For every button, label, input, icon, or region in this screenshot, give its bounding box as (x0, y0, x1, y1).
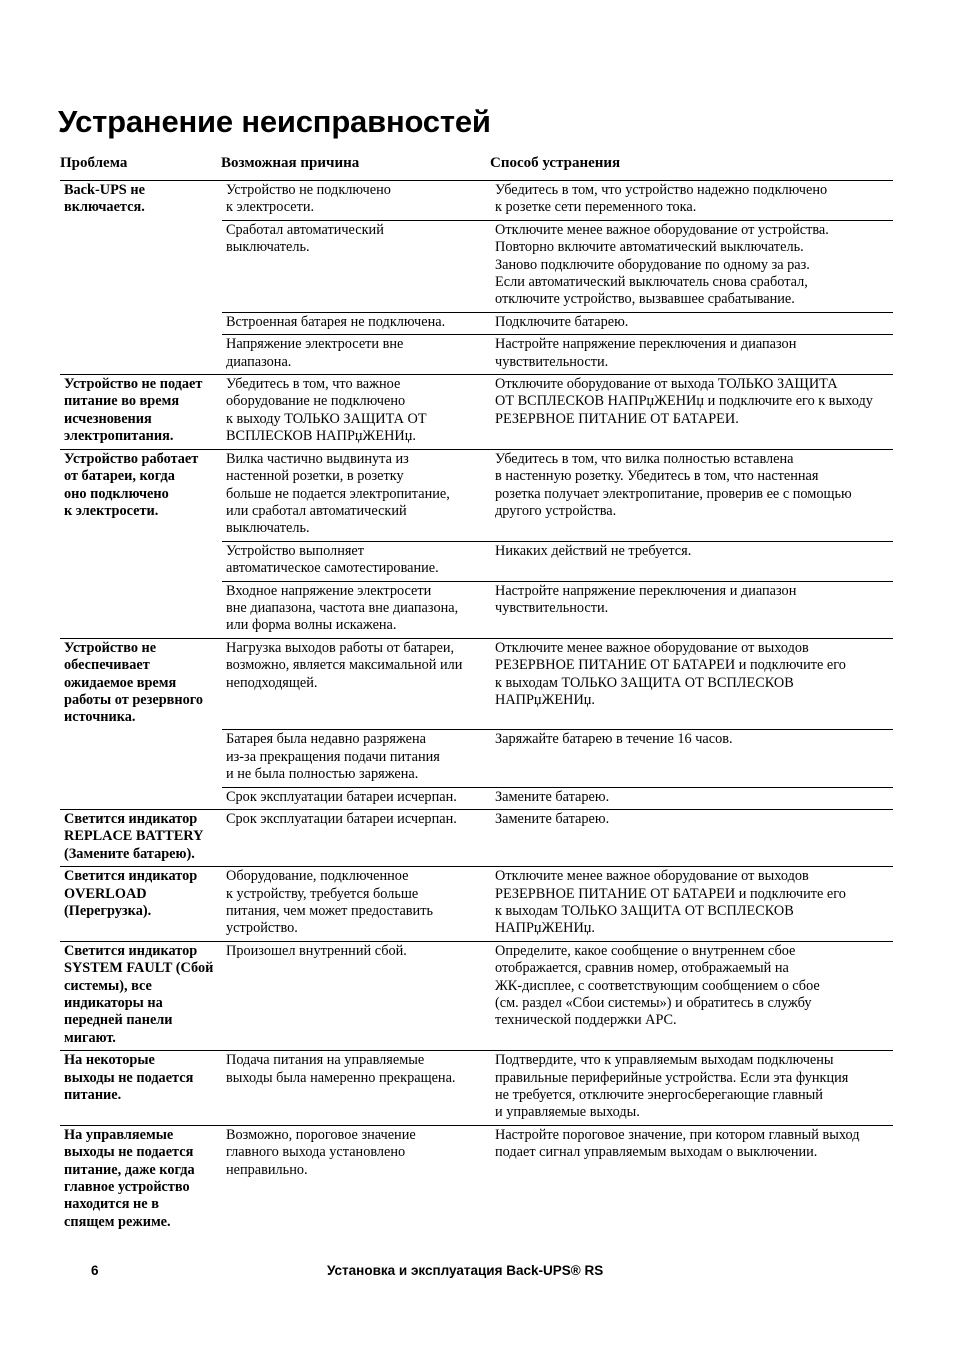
solution-cell: Отключите менее важное оборудование от устройства. Повторно включите автоматический выключатель. Заново подключите оборудование по одному за раз. Если автоматический выключатель снова сработал, отключите устройство, вызвавшее срабатывание. (491, 220, 893, 312)
problem-cell: Устройство не подает питание во время исчезновения электропитания. (60, 375, 222, 450)
table-row (60, 220, 893, 312)
solution-cell: Замените батарею. (491, 809, 893, 866)
table-row (60, 1051, 893, 1126)
solution-cell: Настройте напряжение переключения и диапазон чувствительности. (491, 581, 893, 638)
problem-cell (60, 312, 222, 334)
solution-cell: Убедитесь в том, что устройство надежно подключено к розетке сети переменного тока. (491, 181, 893, 221)
solution-cell: Никаких действий не требуется. (491, 541, 893, 581)
cause-cell: Убедитесь в том, что важное оборудование не подключено к выходу ТОЛЬКО ЗАЩИТА ОТ ВСПЛЕСКОВ НАПРџЖЕНИџ. (222, 375, 491, 450)
table-row (60, 312, 893, 334)
problem-cell (60, 581, 222, 638)
cause-cell: Оборудование, подключенное к устройству, требуется больше питания, чем может предоставить устройство. (222, 867, 491, 942)
footer-title: Установка и эксплуатация Back-UPS® RS (327, 1263, 604, 1278)
solution-cell: Отключите оборудование от выхода ТОЛЬКО ЗАЩИТА ОТ ВСПЛЕСКОВ НАПРџЖЕНИџ и подключите его к выходу РЕЗЕРВНОЕ ПИТАНИЕ ОТ БАТАРЕИ. (491, 375, 893, 450)
cause-cell: Устройство не подключено к электросети. (222, 181, 491, 221)
solution-cell: Отключите менее важное оборудование от выходов РЕЗЕРВНОЕ ПИТАНИЕ ОТ БАТАРЕИ и подключите его к выходам ТОЛЬКО ЗАЩИТА ОТ ВСПЛЕСКОВ НАПРџЖЕНИџ. (491, 638, 893, 730)
troubleshooting-table (60, 180, 893, 1234)
problem-cell: Back-UPS не включается. (60, 181, 222, 221)
cause-cell: Напряжение электросети вне диапазона. (222, 335, 491, 375)
table-row (60, 867, 893, 942)
problem-cell (60, 541, 222, 581)
problem-cell (60, 730, 222, 787)
table-row (60, 787, 893, 809)
solution-cell: Убедитесь в том, что вилка полностью вставлена в настенную розетку. Убедитесь в том, что настенная розетка получает электропитание, проверив ее с помощью другого устройства. (491, 449, 893, 541)
solution-cell: Заряжайте батарею в течение 16 часов. (491, 730, 893, 787)
cause-cell: Вилка частично выдвинута из настенной розетки, в розетку больше не подается электропитание, или сработал автоматический выключатель. (222, 449, 491, 541)
table-row (60, 809, 893, 866)
header-problem: Проблема (60, 155, 128, 171)
problem-cell: Светится индикатор REPLACE BATTERY (Замените батарею). (60, 809, 222, 866)
table-row (60, 335, 893, 375)
table-row (60, 375, 893, 450)
cause-cell: Срок эксплуатации батареи исчерпан. (222, 787, 491, 809)
solution-cell: Настройте напряжение переключения и диапазон чувствительности. (491, 335, 893, 375)
cause-cell: Устройство выполняет автоматическое самотестирование. (222, 541, 491, 581)
solution-cell: Определите, какое сообщение о внутреннем сбое отображается, сравнив номер, отображаемый на ЖК-дисплее, с соответствующим сообщением о сбое (см. раздел «Сбои системы») и обратитесь в службу технической поддержки APC. (491, 941, 893, 1050)
solution-cell: Подключите батарею. (491, 312, 893, 334)
problem-cell: Светится индикатор OVERLOAD (Перегрузка). (60, 867, 222, 942)
cause-cell: Батарея была недавно разряжена из-за прекращения подачи питания и не была полностью заряжена. (222, 730, 491, 787)
cause-cell: Сработал автоматический выключатель. (222, 220, 491, 312)
page-title: Устранение неисправностей (58, 104, 491, 139)
cause-cell: Встроенная батарея не подключена. (222, 312, 491, 334)
table-row (60, 449, 893, 541)
problem-cell (60, 787, 222, 809)
cause-cell: Входное напряжение электросети вне диапазона, частота вне диапазона, или форма волны искажена. (222, 581, 491, 638)
table-row (60, 941, 893, 1050)
problem-cell: Устройство работает от батареи, когда оно подключено к электросети. (60, 449, 222, 541)
problem-cell (60, 220, 222, 312)
cause-cell: Подача питания на управляемые выходы была намеренно прекращена. (222, 1051, 491, 1126)
table-row (60, 638, 893, 730)
table-row (60, 1125, 893, 1234)
solution-cell: Настройте пороговое значение, при котором главный выход подает сигнал управляемым выходам о выключении. (491, 1125, 893, 1234)
table-row (60, 541, 893, 581)
solution-cell: Замените батарею. (491, 787, 893, 809)
table-row (60, 581, 893, 638)
solution-cell: Подтвердите, что к управляемым выходам подключены правильные периферийные устройства. Если эта функция не требуется, отключите энергосберегающие главный и управляемые выходы. (491, 1051, 893, 1126)
problem-cell: На управляемые выходы не подается питание, даже когда главное устройство находится не в спящем режиме. (60, 1125, 222, 1234)
problem-cell (60, 335, 222, 375)
cause-cell: Нагрузка выходов работы от батареи, возможно, является максимальной или неподходящей. (222, 638, 491, 730)
cause-cell: Срок эксплуатации батареи исчерпан. (222, 809, 491, 866)
header-solution: Способ устранения (490, 155, 621, 171)
table-row (60, 730, 893, 787)
cause-cell: Возможно, пороговое значение главного выхода установлено неправильно. (222, 1125, 491, 1234)
problem-cell: Светится индикатор SYSTEM FAULT (Сбой системы), все индикаторы на передней панели мигают. (60, 941, 222, 1050)
solution-cell: Отключите менее важное оборудование от выходов РЕЗЕРВНОЕ ПИТАНИЕ ОТ БАТАРЕИ и подключите его к выходам ТОЛЬКО ЗАЩИТА ОТ ВСПЛЕСКОВ НАПРџЖЕНИџ. (491, 867, 893, 942)
cause-cell: Произошел внутренний сбой. (222, 941, 491, 1050)
problem-cell: На некоторые выходы не подается питание. (60, 1051, 222, 1126)
page-number: 6 (91, 1263, 99, 1278)
header-cause: Возможная причина (221, 155, 360, 171)
problem-cell: Устройство не обеспечивает ожидаемое время работы от резервного источника. (60, 638, 222, 730)
table-row (60, 181, 893, 221)
